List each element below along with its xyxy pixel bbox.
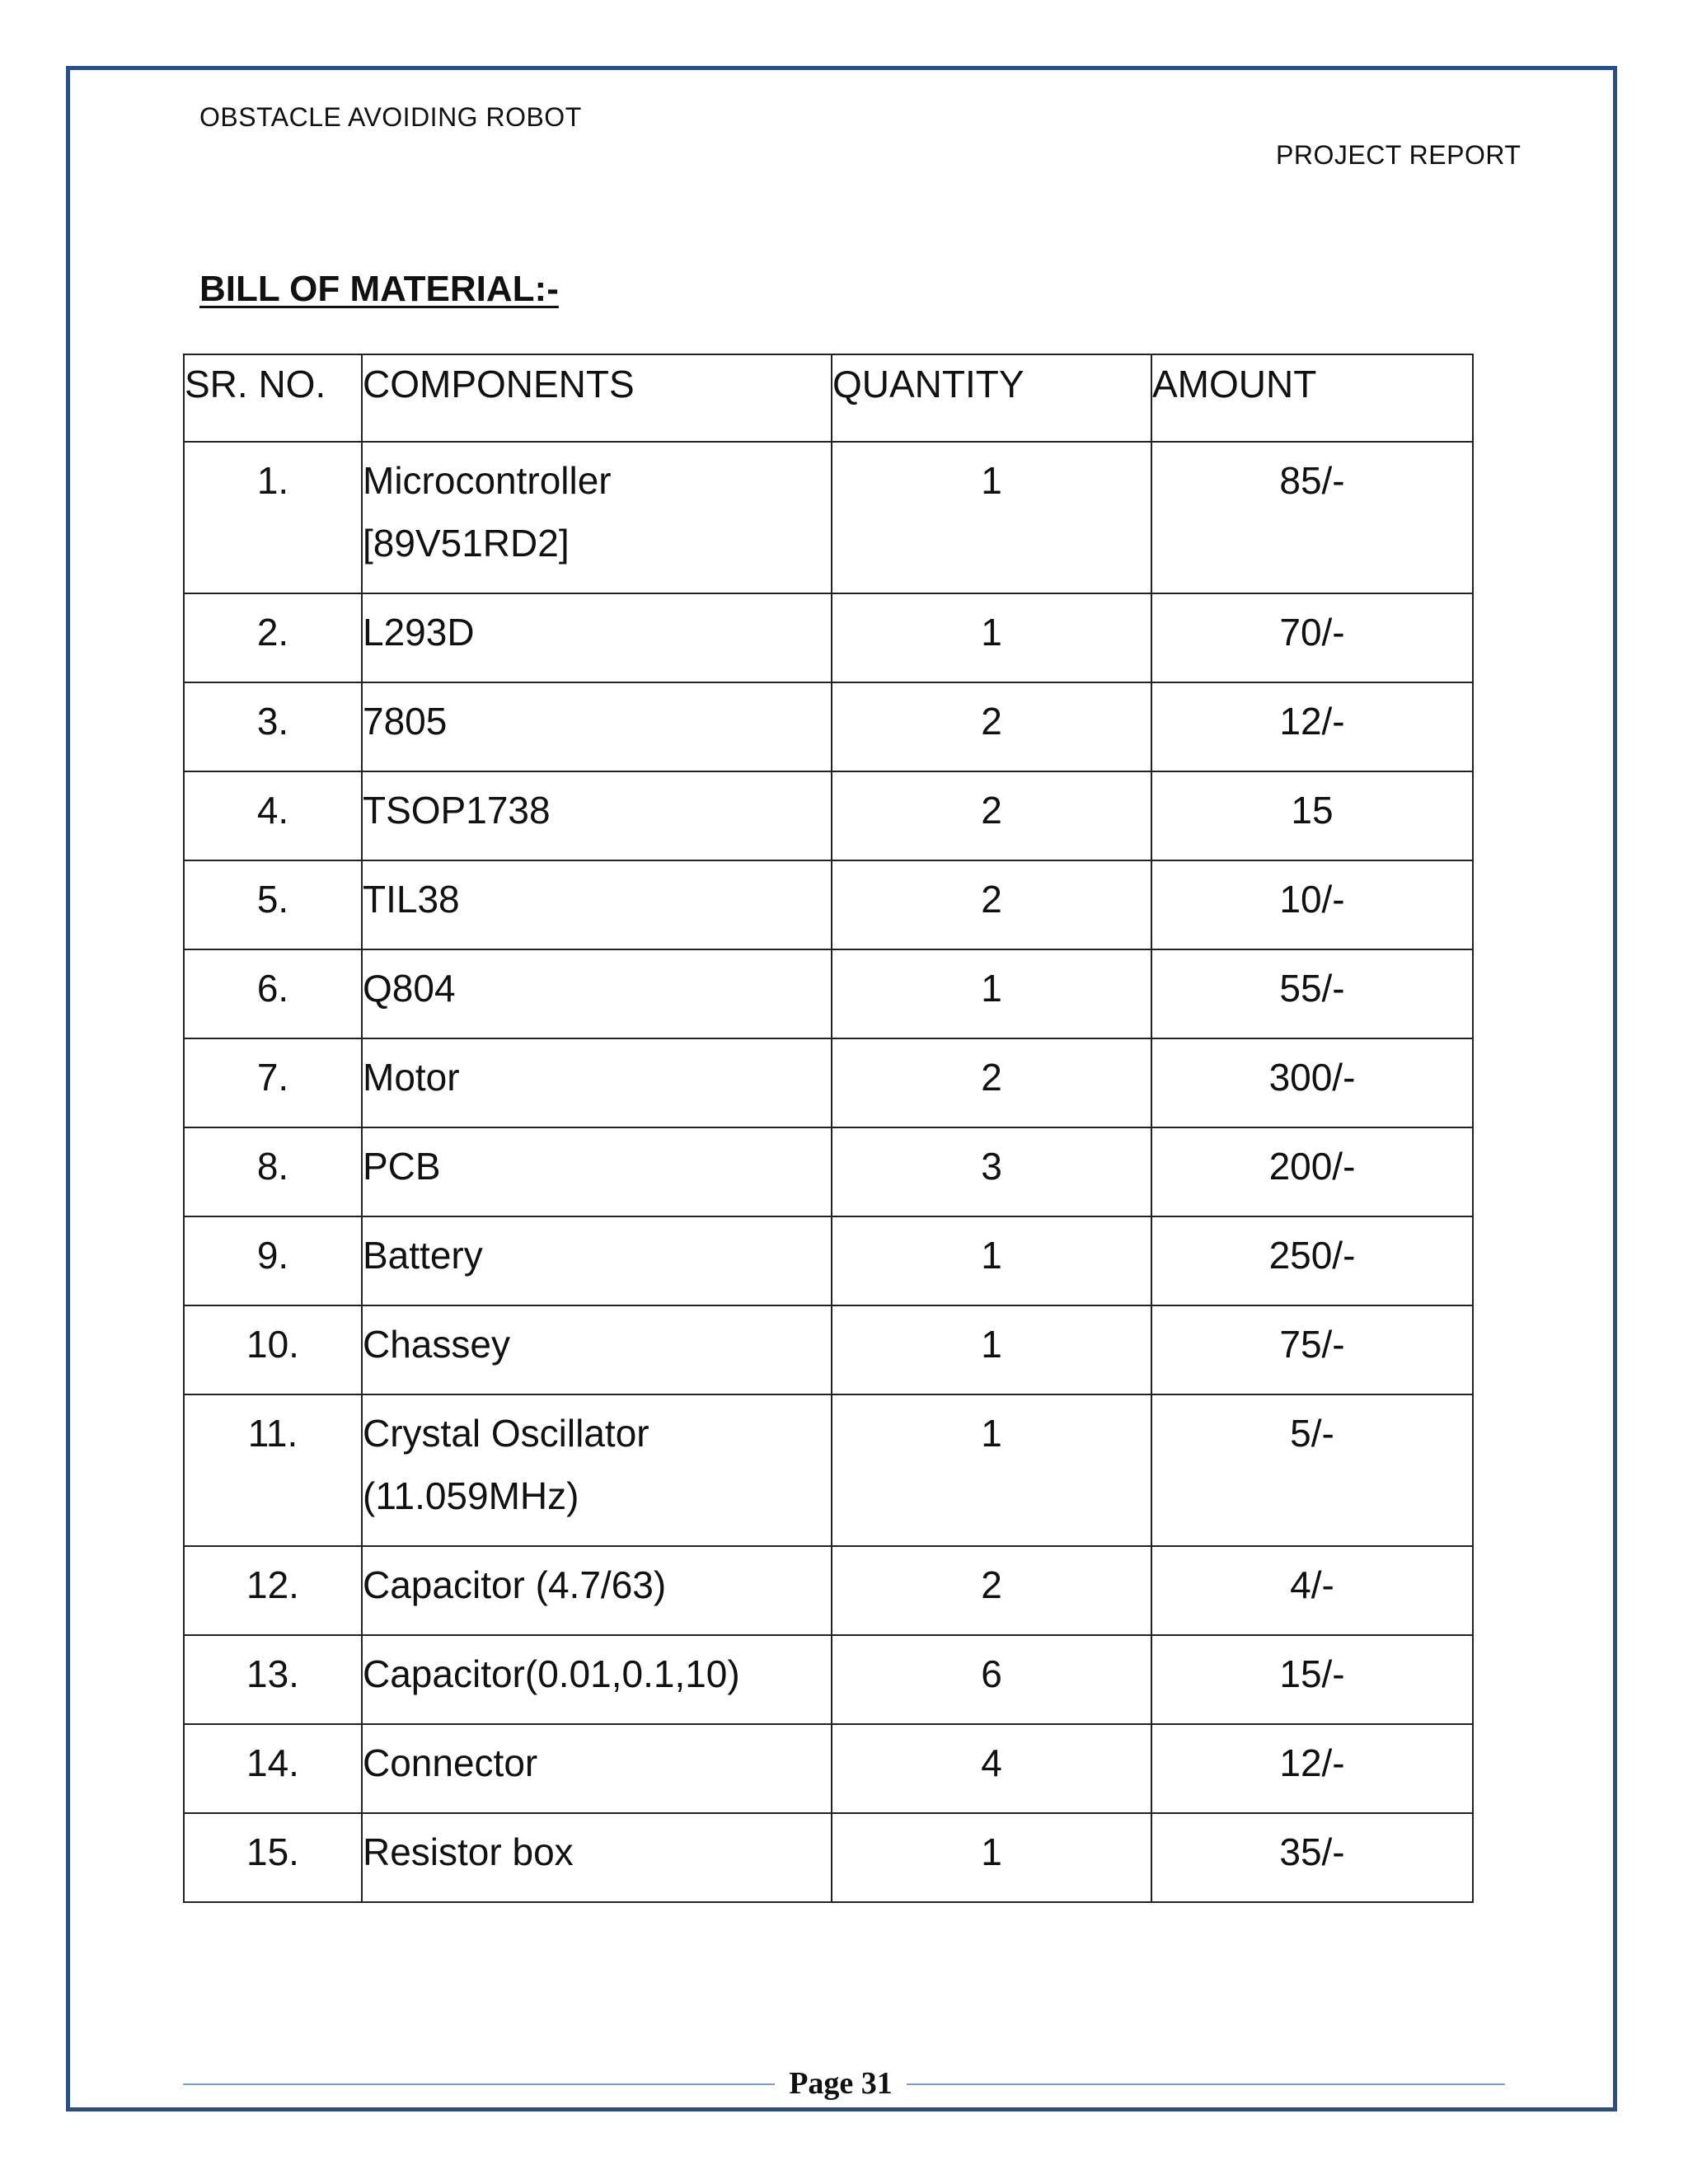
sr-no-cell: 2. xyxy=(184,593,362,682)
sr-no-cell: 8. xyxy=(184,1127,362,1216)
sr-no-cell: 10. xyxy=(184,1305,362,1394)
amount-cell: 12/- xyxy=(1151,682,1473,771)
table-row xyxy=(184,682,1473,771)
quantity-cell: 4 xyxy=(832,1724,1151,1813)
component-cell: Crystal Oscillator (11.059MHz) xyxy=(362,1394,832,1546)
sr-no-cell: 3. xyxy=(184,682,362,771)
header-report-label: PROJECT REPORT xyxy=(1276,140,1522,170)
amount-cell: 10/- xyxy=(1151,860,1473,949)
amount-cell: 12/- xyxy=(1151,1724,1473,1813)
amount-cell: 15/- xyxy=(1151,1635,1473,1724)
table-row xyxy=(184,1635,1473,1724)
component-cell: 7805 xyxy=(362,682,832,771)
sr-no-cell: 4. xyxy=(184,771,362,860)
table-row xyxy=(184,442,1473,593)
sr-no-cell: 15. xyxy=(184,1813,362,1902)
amount-cell: 55/- xyxy=(1151,949,1473,1038)
footer-rule-left xyxy=(183,2083,775,2085)
component-cell: Motor xyxy=(362,1038,832,1127)
amount-cell: 4/- xyxy=(1151,1546,1473,1635)
component-cell: Chassey xyxy=(362,1305,832,1394)
component-cell: Microcontroller [89V51RD2] xyxy=(362,442,832,593)
quantity-cell: 2 xyxy=(832,1546,1151,1635)
quantity-cell: 2 xyxy=(832,682,1151,771)
amount-cell: 35/- xyxy=(1151,1813,1473,1902)
header-sr-no: SR. NO. xyxy=(184,354,362,442)
component-cell: TIL38 xyxy=(362,860,832,949)
bill-of-material-table xyxy=(183,354,1474,1903)
table-row xyxy=(184,1724,1473,1813)
quantity-cell: 1 xyxy=(832,949,1151,1038)
sr-no-cell: 11. xyxy=(184,1394,362,1546)
table-body xyxy=(184,442,1473,1902)
component-cell: Q804 xyxy=(362,949,832,1038)
section-title: BILL OF MATERIAL:- xyxy=(199,269,559,309)
quantity-cell: 1 xyxy=(832,1305,1151,1394)
quantity-cell: 2 xyxy=(832,771,1151,860)
sr-no-cell: 1. xyxy=(184,442,362,593)
component-cell: PCB xyxy=(362,1127,832,1216)
header-quantity: QUANTITY xyxy=(832,354,1151,442)
quantity-cell: 6 xyxy=(832,1635,1151,1724)
quantity-cell: 1 xyxy=(832,1813,1151,1902)
table-row xyxy=(184,949,1473,1038)
sr-no-cell: 12. xyxy=(184,1546,362,1635)
amount-cell: 85/- xyxy=(1151,442,1473,593)
component-cell: Capacitor (4.7/63) xyxy=(362,1546,832,1635)
amount-cell: 70/- xyxy=(1151,593,1473,682)
table-row xyxy=(184,1394,1473,1546)
table-row xyxy=(184,771,1473,860)
amount-cell: 250/- xyxy=(1151,1216,1473,1305)
sr-no-cell: 9. xyxy=(184,1216,362,1305)
amount-cell: 300/- xyxy=(1151,1038,1473,1127)
footer-rule-right xyxy=(907,2083,1505,2085)
component-cell: Connector xyxy=(362,1724,832,1813)
quantity-cell: 1 xyxy=(832,442,1151,593)
amount-cell: 75/- xyxy=(1151,1305,1473,1394)
table-row xyxy=(184,1038,1473,1127)
component-cell: Battery xyxy=(362,1216,832,1305)
amount-cell: 5/- xyxy=(1151,1394,1473,1546)
table-row xyxy=(184,1546,1473,1635)
table-row xyxy=(184,1127,1473,1216)
table-header-row xyxy=(184,354,1473,442)
quantity-cell: 2 xyxy=(832,860,1151,949)
table-row xyxy=(184,593,1473,682)
sr-no-cell: 6. xyxy=(184,949,362,1038)
sr-no-cell: 13. xyxy=(184,1635,362,1724)
amount-cell: 200/- xyxy=(1151,1127,1473,1216)
sr-no-cell: 7. xyxy=(184,1038,362,1127)
page-number: Page 31 xyxy=(789,2066,893,2101)
table-row xyxy=(184,1305,1473,1394)
quantity-cell: 1 xyxy=(832,593,1151,682)
component-cell: L293D xyxy=(362,593,832,682)
component-cell: Capacitor(0.01,0.1,10) xyxy=(362,1635,832,1724)
table-row xyxy=(184,1216,1473,1305)
table-row xyxy=(184,1813,1473,1902)
header-amount: AMOUNT xyxy=(1151,354,1473,442)
quantity-cell: 1 xyxy=(832,1394,1151,1546)
quantity-cell: 3 xyxy=(832,1127,1151,1216)
quantity-cell: 1 xyxy=(832,1216,1151,1305)
table-row xyxy=(184,860,1473,949)
sr-no-cell: 14. xyxy=(184,1724,362,1813)
amount-cell: 15 xyxy=(1151,771,1473,860)
component-cell: TSOP1738 xyxy=(362,771,832,860)
sr-no-cell: 5. xyxy=(184,860,362,949)
quantity-cell: 2 xyxy=(832,1038,1151,1127)
header-components: COMPONENTS xyxy=(362,354,832,442)
header-project-title: OBSTACLE AVOIDING ROBOT xyxy=(199,102,582,132)
component-cell: Resistor box xyxy=(362,1813,832,1902)
